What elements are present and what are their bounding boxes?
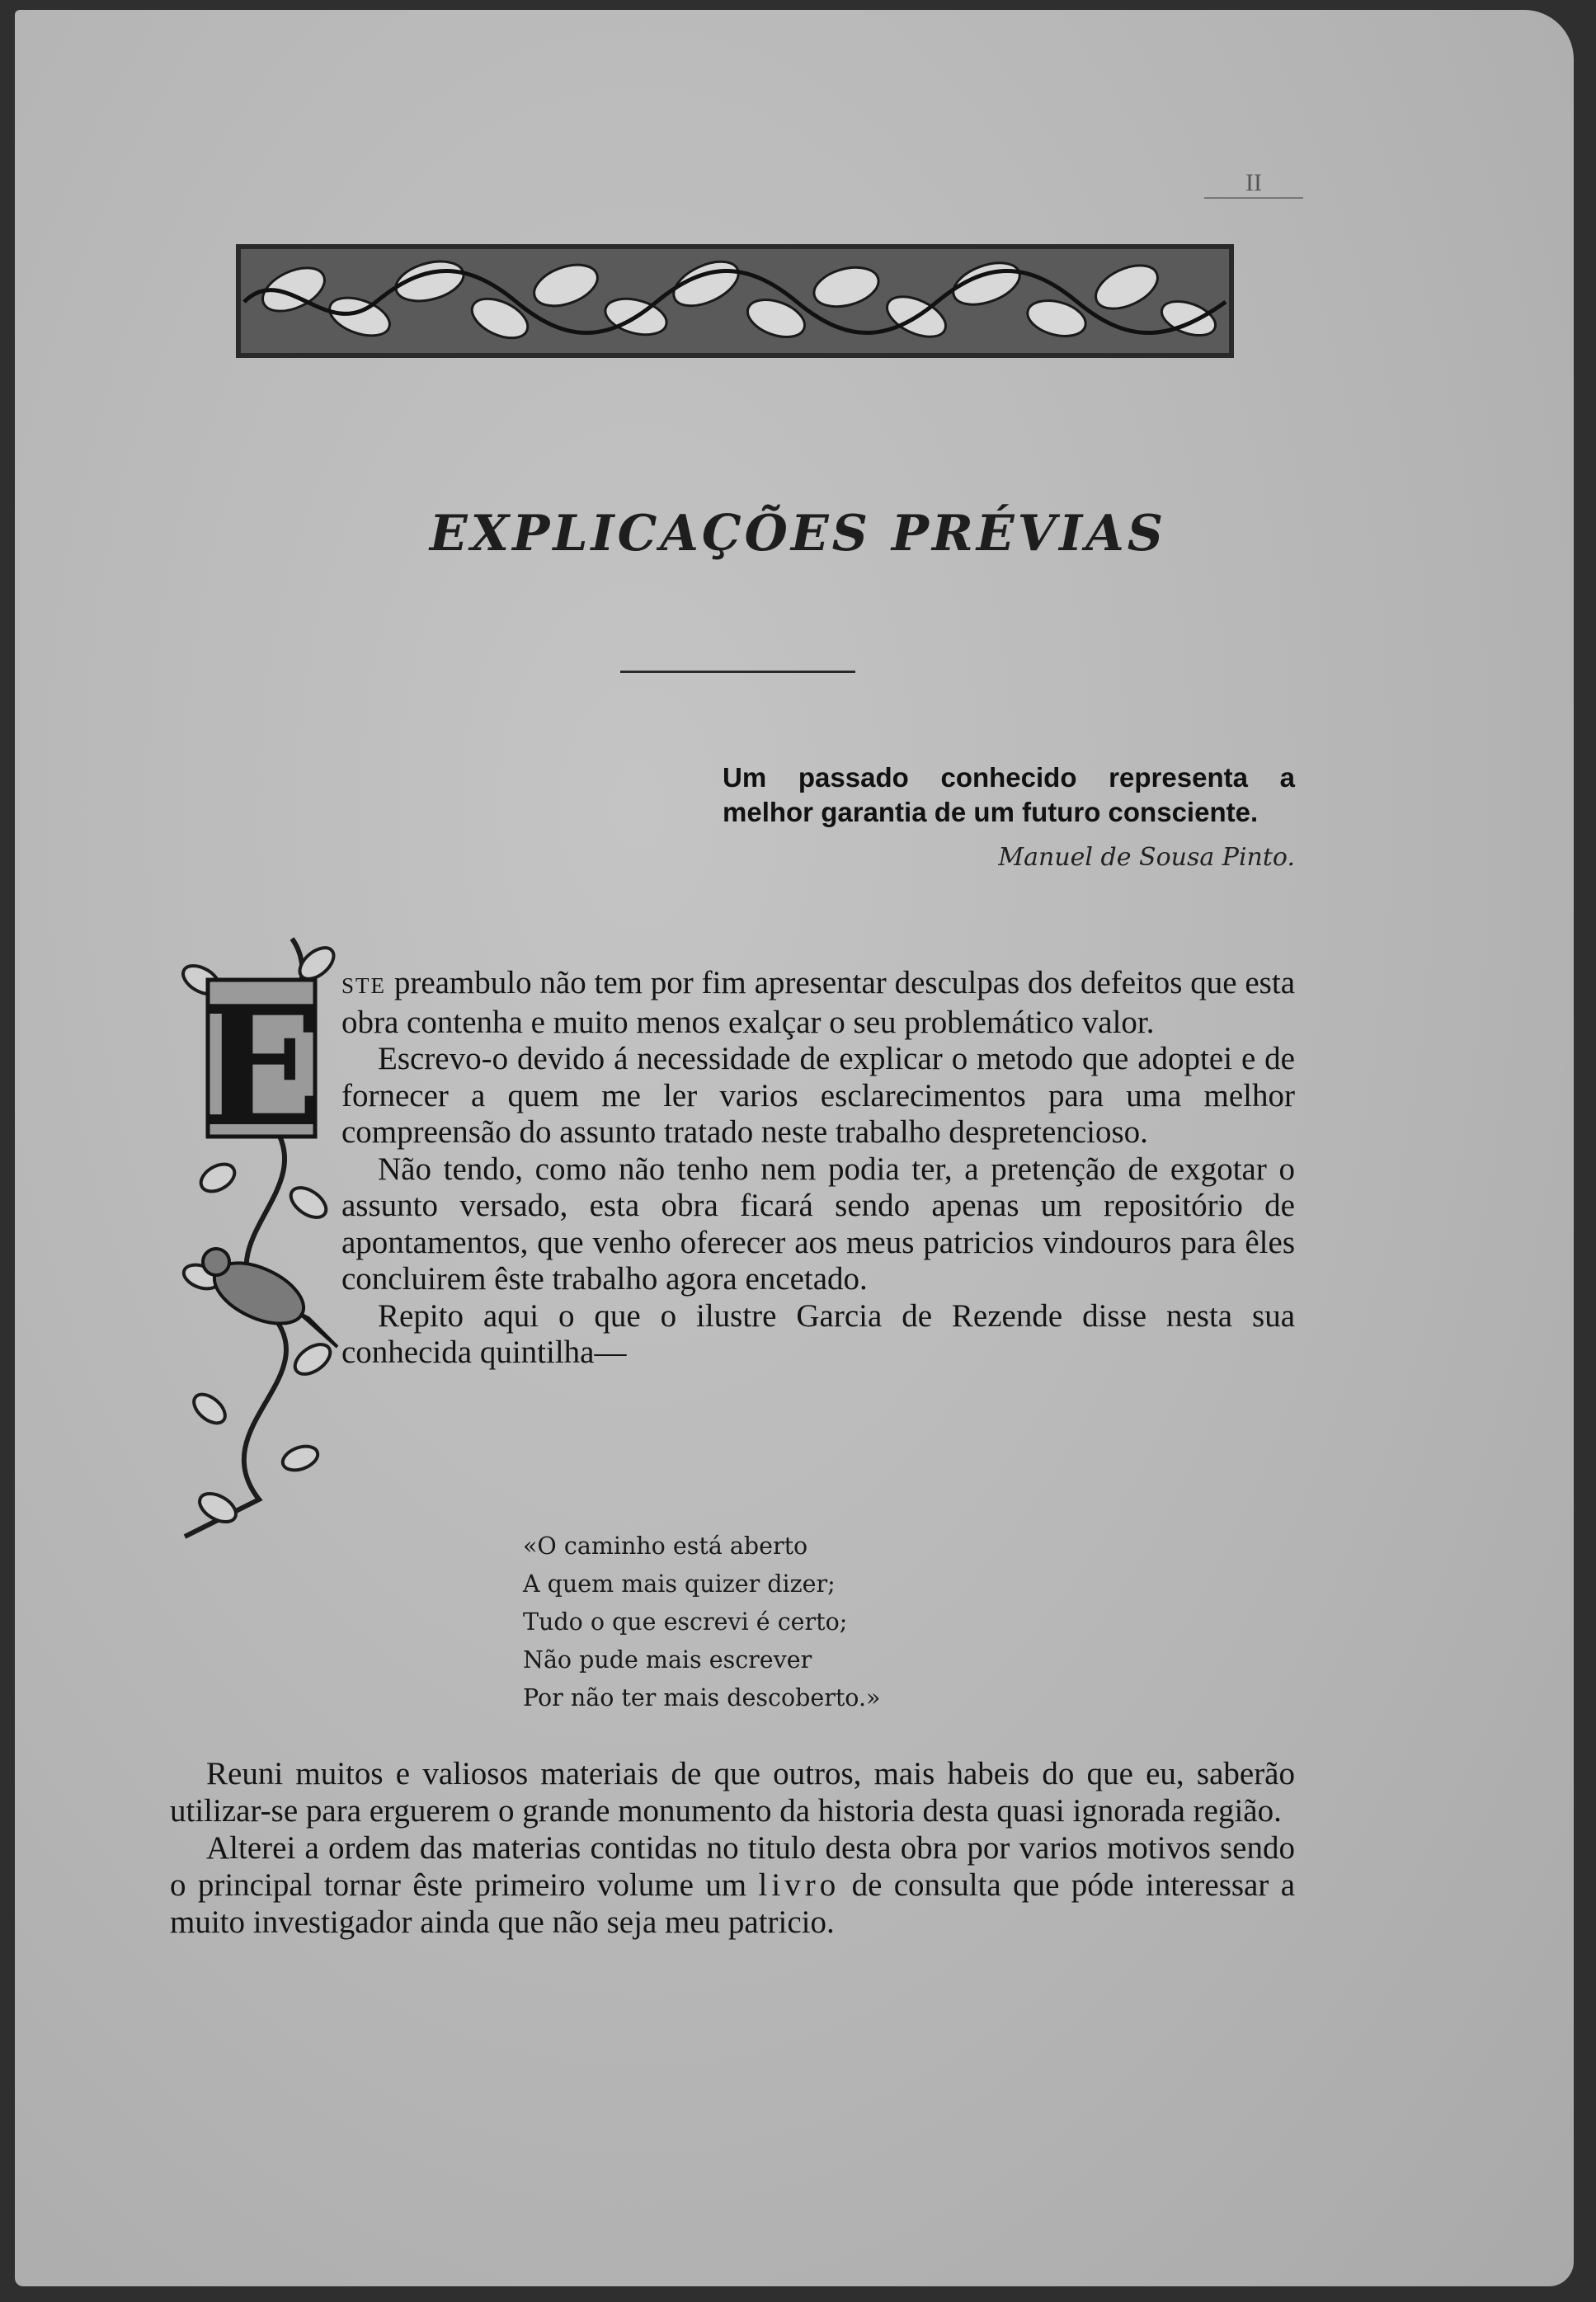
page-title: EXPLICAÇÕES PRÉVIAS: [429, 505, 1167, 563]
ornamental-header-band: [236, 244, 1234, 358]
epigraph-author: Manuel de Sousa Pinto.: [998, 843, 1295, 872]
page-number: II: [1204, 169, 1303, 199]
bird-icon: [203, 1249, 337, 1347]
paragraph-6: Alterei a ordem das materias contidas no titulo desta obra por varios motivos sendo o principal tornar êste primeiro volume um livro de consulta que póde interessar a muito investigador ainda que não seja meu patricio.: [170, 1830, 1296, 1940]
paragraph-1: STE preambulo não tem por fim apresentar desculpas dos defeitos que esta obra contenha e muito menos exalçar o seu problemático valor.: [341, 965, 1296, 1040]
paragraph-5: Reuni muitos e valiosos materiais de que outros, mais habeis do que eu, saberão utilizar-se para erguerem o grande monumento da historia desta quasi ignorada região.: [170, 1756, 1295, 1829]
initial-word-rest: STE: [341, 973, 387, 998]
emphasis-word: livro: [758, 1867, 840, 1903]
closing-text: [170, 1755, 1295, 1941]
paragraph-2: Escrevo-o devido á necessidade de explicar o metodo que adoptei e de fornecer a quem me ler varios esclarecimentos para uma melhor compreensão do assunto tratado neste trabalho despretencioso.: [341, 1041, 1295, 1150]
poem-line: Não pude mais escrever: [523, 1646, 812, 1674]
poem-line: Por não ter mais descoberto.»: [523, 1684, 881, 1711]
poem-line: A quem mais quizer dizer;: [523, 1570, 836, 1598]
poem-line: «O caminho está aberto: [523, 1532, 808, 1560]
quintilha-poem: [523, 1528, 1117, 1717]
epigraph-quote: Um passado conhecido representa a melhor garantia de um futuro consciente.: [723, 762, 1295, 827]
decorated-initial: [168, 930, 356, 1541]
title-divider: [620, 671, 855, 673]
initial-letter: E: [198, 970, 325, 1164]
poem-line: Tudo o que escrevi é certo;: [523, 1608, 848, 1636]
intro-text: [341, 965, 1295, 1372]
paragraph-4: Repito aqui o que o ilustre Garcia de Rezende disse nesta sua conhecida quintilha—: [341, 1297, 1295, 1370]
paragraph-3: Não tendo, como não tenho nem podia ter, a pretenção de exgotar o assunto versado, esta obra ficará sendo apenas um repositório de apontamentos, que venho oferecer aos meus patricios vindouros para êles concluirem êste trabalho agora encetado.: [341, 1151, 1295, 1297]
